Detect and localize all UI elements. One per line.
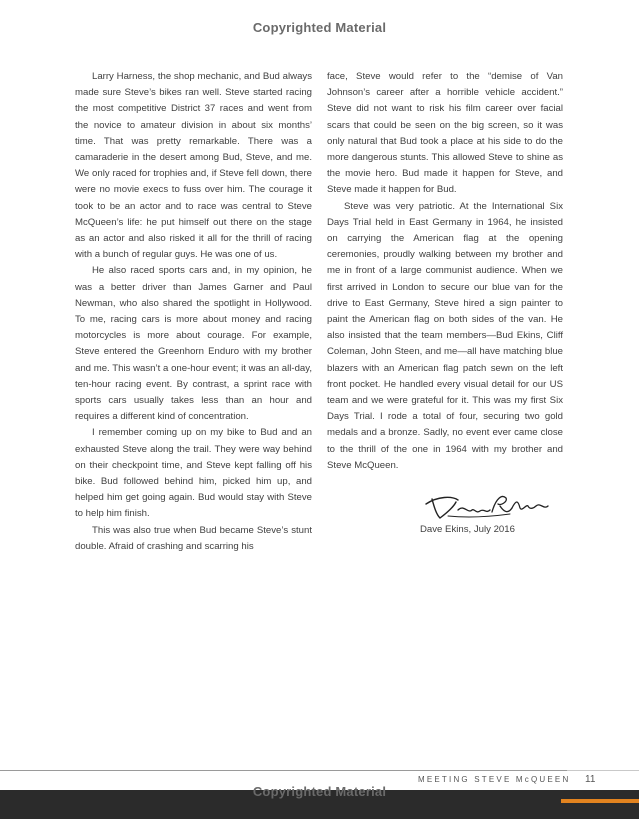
- running-head: MEETING STEVE McQUEEN: [418, 775, 571, 784]
- paragraph: This was also true when Bud became Steve’s stunt double. Afraid of crashing and scarring his: [75, 524, 312, 552]
- copyright-watermark-top: Copyrighted Material: [252, 20, 387, 35]
- footer-divider-right: [567, 770, 639, 771]
- paragraph-continuation: face, Steve would refer to the “demise of Van Johnson’s career after a horrible vehicle accident.” Steve did not want to risk his film career over facial scars that could be seen on the big screen, so it was only natural that Bud took a place at his side to do the more dangerous stunts. This allowed Steve to shine as the movie hero. Bud made it happen for Steve, and Steve made it happen for Bud.: [327, 71, 563, 196]
- accent-bar: [561, 799, 639, 803]
- right-column: [327, 69, 563, 474]
- paragraph: Steve was very patriotic. At the International Six Days Trial held in East Germany in 1964, he insisted on carrying the American flag at the opening ceremonies, proudly walking between my brother and me in front of a large communist audience. When we first arrived in London to secure our blue van for the drive to East Germany, Steve hired a sign painter to paint the American flag on both sides of the van. He also insisted that the team members—Bud Ekins, Cliff Coleman, John Steen, and me—all have matching blue blazers with an American flag patch sewn on the left front pocket. He handled every visual detail for our US team and we were grateful for it. This was my first Six Days Trial. I rode a total of four, securing two gold medals and a bronze. Sadly, no event ever came close to the thrill of the one in 1964 with my brother and Steve McQueen.: [327, 200, 563, 471]
- copyright-watermark-bottom: Copyrighted Material: [252, 784, 387, 799]
- paragraph: Larry Harness, the shop mechanic, and Bud always made sure Steve’s bikes ran well. Steve started racing the most competitive District 37 races and went from the novice to amateur division in about six months’ time. That was pretty remarkable. There was a camaraderie in the desert among Bud, Steve, and me. We only raced for trophies and, if Steve fell down, there were no movie execs to fuss over him. The courage it took to be an actor and to race was central to Steve McQueen’s life: he put himself out there on the stage as an actor and also risked it all for the thrill of racing with a bunch of regular guys. He was one of us.: [75, 71, 312, 261]
- handwritten-signature: [418, 490, 568, 522]
- footer-divider: [0, 770, 567, 771]
- paragraph: I remember coming up on my bike to Bud and an exhausted Steve along the trail. They were way behind on their checkpoint time, and Steve kept falling off his bike. Bud followed behind him, picked him up, and helped him get going again. Bud would stay with Steve to help him finish.: [75, 427, 312, 520]
- left-column: [75, 69, 312, 555]
- signature-caption: Dave Ekins, July 2016: [420, 524, 515, 535]
- signature-graphic: [418, 490, 568, 522]
- page-number: 11: [585, 774, 596, 785]
- paragraph: He also raced sports cars and, in my opinion, he was a better driver than James Garner and Paul Newman, who also shared the spotlight in Hollywood. To me, racing cars is more about money and racing motorcycles is more about courage. For example, Steve entered the Greenhorn Enduro with my brother and me. This wasn’t a one-hour event; it was an all-day, ten-hour racing event. By contrast, a sprint race with sports cars usually takes less than an hour and requires a different kind of concentration.: [75, 265, 312, 423]
